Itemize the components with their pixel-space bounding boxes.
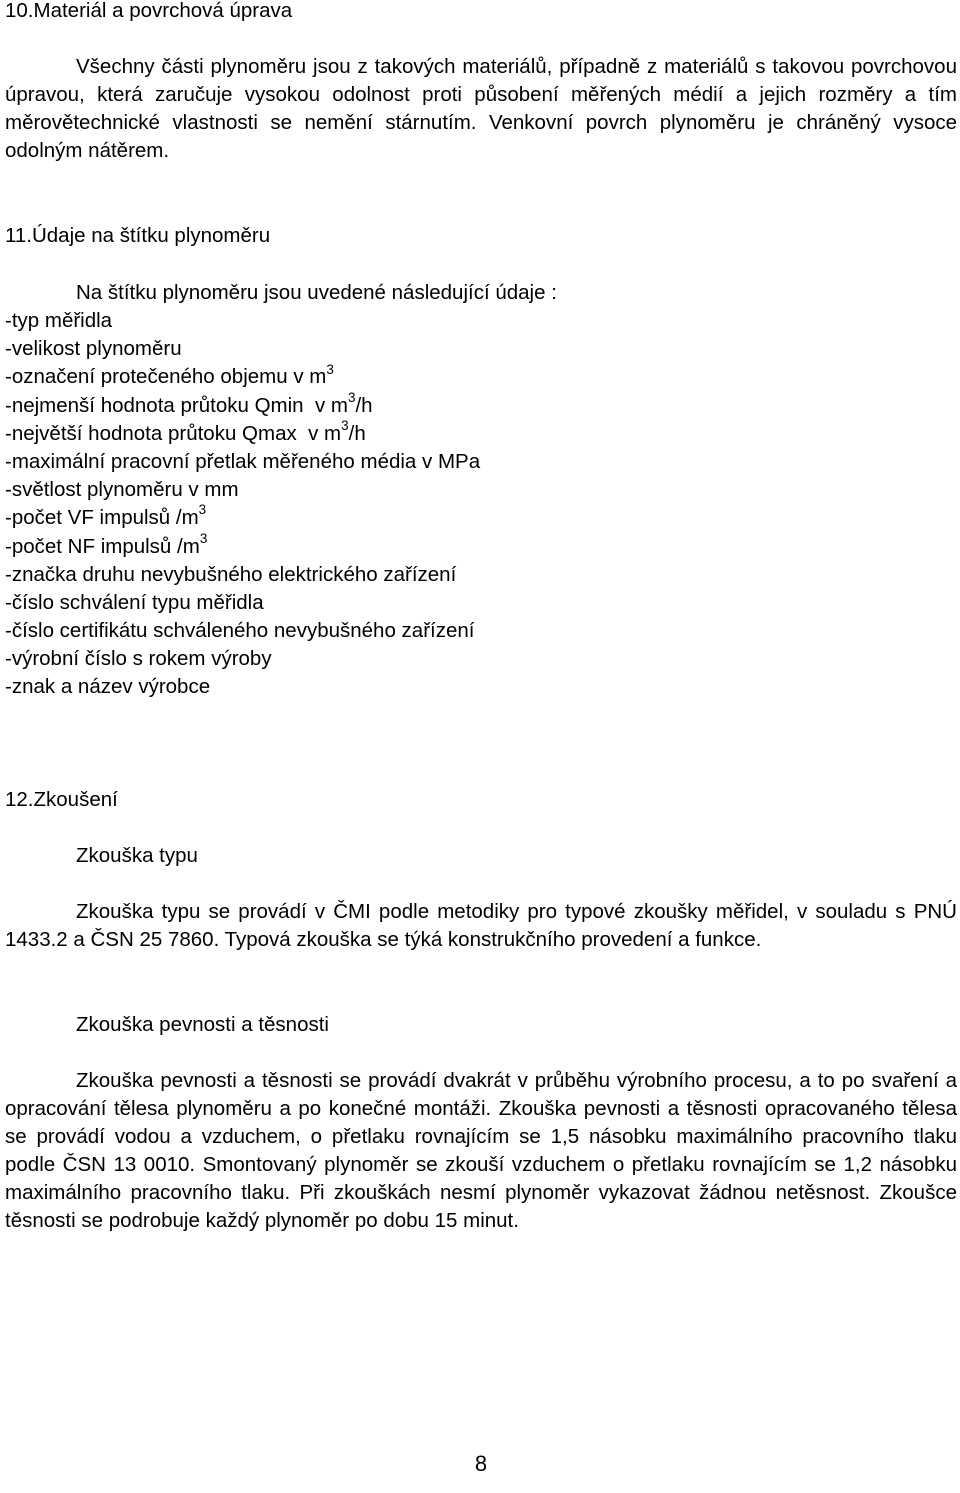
label-data-item-text: -počet NF impulsů /m — [5, 534, 200, 558]
label-data-item-text: -výrobní číslo s rokem výroby — [5, 647, 272, 671]
label-data-item — [5, 389, 480, 420]
label-data-item — [5, 561, 480, 589]
label-data-item — [5, 530, 480, 561]
section-10-heading: 10.Materiál a povrchová úprava — [5, 0, 293, 22]
label-data-item-text: -světlost plynoměru v mm — [5, 478, 239, 502]
label-data-item-text: -nejmenší hodnota průtoku Qmin v m — [5, 393, 348, 417]
section-11-intro: Na štítku plynoměru jsou uvedené následující údaje : — [76, 281, 557, 304]
label-data-item-text: -znak a název výrobce — [5, 675, 211, 699]
label-data-item — [5, 476, 480, 504]
label-data-item-superscript: 3 — [199, 530, 208, 546]
label-data-item — [5, 589, 480, 617]
strength-test-paragraph: Zkouška pevnosti a těsnosti se provádí dvakrát v průběhu výrobního procesu, a to po svaření a opracování tělesa plynoměru a po konečné montáži. Zkouška pevnosti a těsnosti opracovaného tělesa se provádí vodou a vzduchem, o přetlaku rovnajícím se 1,5 násobku maximálního pracovního tlaku podle ČSN 13 0010. Smontovaný plynoměr se zkouší vzduchem o přetlaku rovnajícím se 1,2 násobku maximálního pracovního tlaku. Při zkouškách nesmí plynoměr vykazovat žádnou netěsnost. Zkoušce těsnosti se podrobuje každý plynoměr po dobu 15 minut. — [5, 1069, 957, 1232]
type-test-subheading: Zkouška typu — [76, 844, 198, 867]
label-data-item-text: -značka druhu nevybušného elektrického zařízení — [5, 562, 457, 586]
label-data-item — [5, 673, 480, 701]
section-11-heading: 11.Údaje na štítku plynoměru — [5, 224, 271, 247]
type-test-paragraph: Zkouška typu se provádí v ČMI podle metodiky pro typové zkoušky měřidel, v souladu s PNÚ 1433.2 a ČSN 25 7860. Typová zkouška se týká konstrukčního provedení a funkce. — [5, 900, 957, 951]
label-data-item-text: -typ měřidla — [5, 309, 113, 332]
section-12-heading: 12.Zkoušení — [5, 788, 118, 811]
page-number: 8 — [474, 1451, 488, 1476]
label-data-item-unit-suffix: /h — [355, 393, 373, 417]
label-data-item-text: -číslo certifikátu schváleného nevybušného zařízení — [5, 619, 475, 643]
strength-test-subheading: Zkouška pevnosti a těsnosti — [76, 1013, 329, 1036]
document-page — [5, 0, 957, 1493]
label-data-item-text: -maximální pracovní přetlak měřeného média v MPa — [5, 449, 481, 473]
label-data-item — [5, 417, 480, 448]
label-data-item-superscript: 3 — [341, 417, 349, 433]
label-data-item-text: -velikost plynoměru — [5, 337, 182, 361]
label-data-item — [5, 504, 480, 532]
label-data-item-text: -největší hodnota průtoku Qmax v m — [5, 421, 342, 445]
label-data-item — [5, 335, 480, 363]
label-data-item — [5, 617, 480, 645]
label-data-item-superscript: 3 — [198, 502, 207, 518]
label-data-item — [5, 307, 480, 335]
section-10-paragraph: Všechny části plynoměru jsou z takových materiálů, případně z materiálů s takovou povrchovou úpravou, která zaručuje vysokou odolnost proti působení měřených médií a jejich rozměry a tím měrovětechnické vlastnosti se nemění stárnutím. Venkovní povrch plynoměru je chráněný vysoce odolným nátěrem. — [5, 55, 957, 162]
label-data-item-unit-suffix: /h — [348, 421, 366, 445]
label-data-item-superscript: 3 — [347, 389, 356, 405]
label-data-list — [5, 307, 480, 702]
label-data-item-superscript: 3 — [326, 361, 334, 377]
label-data-item — [5, 645, 480, 673]
label-data-item-text: -označení protečeného objemu v m — [5, 365, 327, 389]
label-data-item-text: -počet VF impulsů /m — [5, 506, 199, 530]
label-data-item — [5, 363, 480, 391]
label-data-item — [5, 448, 480, 476]
label-data-item-text: -číslo schválení typu měřidla — [5, 590, 264, 614]
